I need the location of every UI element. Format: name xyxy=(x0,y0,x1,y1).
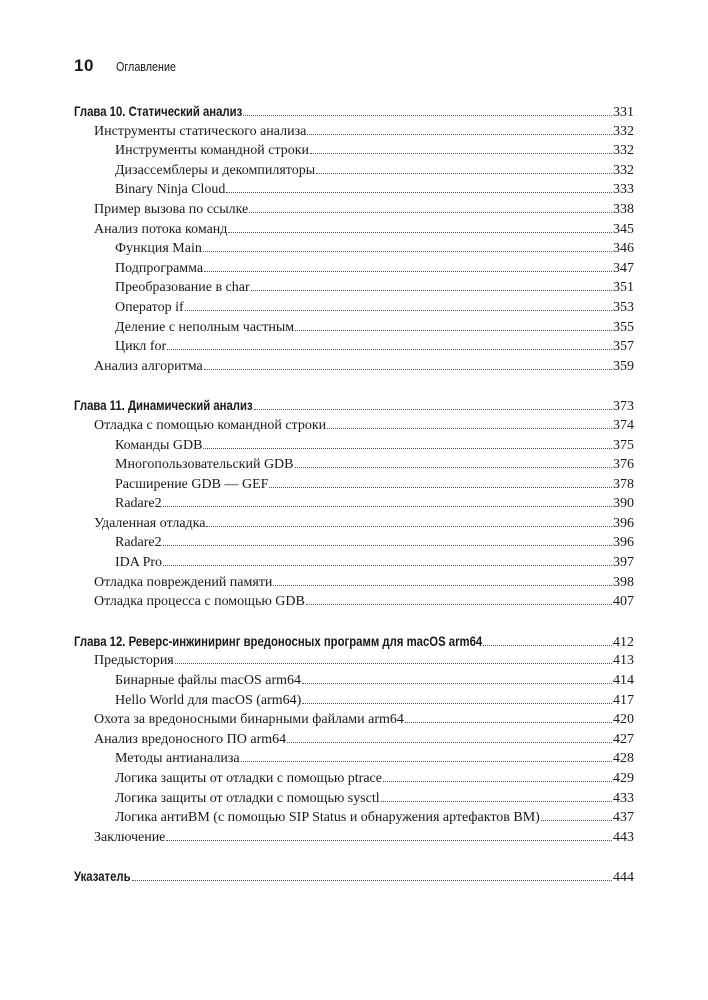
entry-page-number: 429 xyxy=(613,771,634,786)
subsection-entry[interactable] xyxy=(74,320,634,340)
entry-title: Команды GDB xyxy=(115,437,203,453)
entry-page-number: 407 xyxy=(613,594,634,610)
chapter-entry[interactable] xyxy=(74,634,634,654)
dot-leader xyxy=(269,487,612,488)
entry-page-number: 332 xyxy=(613,162,634,178)
entry-page-number: 347 xyxy=(613,260,634,276)
chapter-block xyxy=(74,869,634,889)
entry-page-number: 412 xyxy=(613,634,634,650)
chapter-entry[interactable] xyxy=(74,104,634,124)
section-entry[interactable] xyxy=(74,575,634,595)
subsection-entry[interactable] xyxy=(74,673,634,693)
section-entry[interactable] xyxy=(74,418,634,438)
dot-leader xyxy=(306,604,612,605)
entry-page-number: 359 xyxy=(613,358,634,374)
entry-page-number: 332 xyxy=(613,123,634,139)
section-entry[interactable] xyxy=(74,124,634,144)
entry-page-number: 396 xyxy=(613,515,634,531)
dot-leader xyxy=(166,840,612,841)
section-entry[interactable] xyxy=(74,594,634,614)
entry-page-number: 396 xyxy=(613,535,634,551)
entry-title: Radare2 xyxy=(115,496,162,512)
subsection-entry[interactable] xyxy=(74,182,634,202)
entry-title: Дизассемблеры и декомпиляторы xyxy=(115,162,316,178)
section-entry[interactable] xyxy=(74,222,634,242)
entry-title: Расширение GDB — GEF xyxy=(115,476,269,492)
dot-leader xyxy=(226,192,612,193)
entry-title: Охота за вредоносными бинарными файлами arm64 xyxy=(94,712,404,728)
entry-page-number: 376 xyxy=(613,457,634,473)
subsection-entry[interactable] xyxy=(74,535,634,555)
entry-title: Анализ алгоритма xyxy=(94,358,203,374)
dot-leader xyxy=(327,428,612,429)
entry-title: Подпрограмма xyxy=(115,260,204,276)
dot-leader xyxy=(204,369,612,370)
entry-page-number: 397 xyxy=(613,555,634,571)
subsection-entry[interactable] xyxy=(74,693,634,713)
dot-leader xyxy=(295,467,613,468)
chapter-block xyxy=(74,398,634,614)
entry-title: Оператор if xyxy=(115,299,184,315)
dot-leader xyxy=(204,271,612,272)
dot-leader xyxy=(163,506,612,507)
entry-title: Пример вызова по ссылке xyxy=(94,201,249,217)
entry-page-number: 375 xyxy=(613,437,634,453)
dot-leader xyxy=(203,448,612,449)
dot-leader xyxy=(206,526,612,527)
entry-title: Логика защиты от отладки с помощью sysctl xyxy=(115,790,380,806)
section-entry[interactable] xyxy=(74,653,634,673)
entry-title: Binary Ninja Cloud xyxy=(115,182,226,198)
entry-title: Цикл for xyxy=(115,339,167,355)
subsection-entry[interactable] xyxy=(74,771,634,791)
entry-page-number: 428 xyxy=(613,751,634,767)
dot-leader xyxy=(295,330,612,331)
entry-title: Глава 11. Динамический анализ xyxy=(74,398,253,414)
dot-leader xyxy=(243,115,612,116)
entry-title: Предыстория xyxy=(94,653,174,669)
entry-title: Глава 10. Статический анализ xyxy=(74,104,243,119)
entry-page-number: 357 xyxy=(613,339,634,355)
entry-page-number: 345 xyxy=(613,221,634,237)
dot-leader xyxy=(175,663,612,664)
entry-title: Деление с неполным частным xyxy=(115,319,295,335)
entry-title: Бинарные файлы macOS arm64 xyxy=(115,673,301,689)
subsection-entry[interactable] xyxy=(74,143,634,163)
entry-title: Многопользовательский GDB xyxy=(115,457,294,473)
subsection-entry[interactable] xyxy=(74,261,634,281)
page-number: 10 xyxy=(74,56,94,75)
entry-page-number: 390 xyxy=(613,496,634,512)
subsection-entry[interactable] xyxy=(74,810,634,830)
section-entry[interactable] xyxy=(74,202,634,222)
dot-leader xyxy=(302,683,612,684)
subsection-entry[interactable] xyxy=(74,163,634,183)
chapter-block xyxy=(74,634,634,850)
entry-page-number: 413 xyxy=(613,653,634,669)
running-title: Оглавление xyxy=(115,60,176,74)
entry-page-number: 378 xyxy=(613,476,634,492)
section-entry[interactable] xyxy=(74,732,634,752)
subsection-entry[interactable] xyxy=(74,751,634,771)
entry-title: Преобразование в char xyxy=(115,280,250,296)
dot-leader xyxy=(483,645,612,646)
entry-title: Заключение xyxy=(94,829,166,845)
chapter-entry[interactable] xyxy=(74,869,634,889)
subsection-entry[interactable] xyxy=(74,457,634,477)
dot-leader xyxy=(381,801,612,802)
entry-title: Логика антиВМ (с помощью SIP Status и обнаружения артефактов ВМ) xyxy=(115,810,540,826)
dot-leader xyxy=(302,703,612,704)
subsection-entry[interactable] xyxy=(74,555,634,575)
dot-leader xyxy=(185,310,612,311)
dot-leader xyxy=(383,781,612,782)
entry-title: Анализ вредоносного ПО arm64 xyxy=(94,731,287,747)
dot-leader xyxy=(310,153,612,154)
dot-leader xyxy=(249,212,612,213)
entry-page-number: 420 xyxy=(613,712,634,728)
section-entry[interactable] xyxy=(74,516,634,536)
entry-page-number: 353 xyxy=(613,299,634,315)
entry-page-number: 414 xyxy=(613,673,634,689)
dot-leader xyxy=(316,173,612,174)
entry-page-number: 331 xyxy=(613,105,634,120)
entry-page-number: 346 xyxy=(613,241,634,257)
entry-page-number: 398 xyxy=(613,574,634,590)
entry-title: Анализ потока команд xyxy=(94,221,228,237)
chapter-block xyxy=(74,104,634,378)
entry-page-number: 351 xyxy=(613,280,634,296)
dot-leader xyxy=(167,349,612,350)
running-head xyxy=(74,56,186,76)
entry-title: Глава 12. Реверс-инжиниринг вредоносных программ для macOS arm64 xyxy=(74,633,483,649)
dot-leader xyxy=(132,880,612,881)
entry-title: Отладка повреждений памяти xyxy=(94,574,273,590)
entry-title: Инструменты командной строки xyxy=(115,143,310,159)
entry-page-number: 332 xyxy=(613,143,634,159)
subsection-entry[interactable] xyxy=(74,477,634,497)
entry-page-number: 333 xyxy=(613,182,634,198)
dot-leader xyxy=(273,585,612,586)
section-entry[interactable] xyxy=(74,359,634,379)
subsection-entry[interactable] xyxy=(74,241,634,261)
entry-title: IDA Pro xyxy=(115,555,163,571)
dot-leader xyxy=(541,820,612,821)
entry-title: Отладка с помощью командной строки xyxy=(94,417,327,433)
entry-title: Логика защиты от отладки с помощью ptrace xyxy=(115,771,382,786)
entry-page-number: 374 xyxy=(613,417,634,433)
entry-page-number: 443 xyxy=(613,829,634,845)
entry-page-number: 433 xyxy=(613,790,634,806)
dot-leader xyxy=(251,290,612,291)
subsection-entry[interactable] xyxy=(74,496,634,516)
entry-title: Удаленная отладка xyxy=(94,515,206,531)
dot-leader xyxy=(307,134,612,135)
entry-page-number: 373 xyxy=(613,399,634,415)
subsection-entry[interactable] xyxy=(74,300,634,320)
entry-page-number: 444 xyxy=(613,870,634,886)
entry-title: Hello World для macOS (arm64) xyxy=(115,692,302,708)
subsection-entry[interactable] xyxy=(74,791,634,811)
dot-leader xyxy=(287,742,612,743)
entry-page-number: 417 xyxy=(613,692,634,708)
dot-leader xyxy=(163,545,612,546)
dot-leader xyxy=(254,409,612,410)
subsection-entry[interactable] xyxy=(74,438,634,458)
entry-title: Radare2 xyxy=(115,535,162,551)
entry-title: Отладка процесса с помощью GDB xyxy=(94,594,305,610)
entry-page-number: 427 xyxy=(613,731,634,747)
chapter-entry[interactable] xyxy=(74,398,634,418)
dot-leader xyxy=(228,232,612,233)
entry-title: Инструменты статического анализа xyxy=(94,123,307,139)
entry-page-number: 437 xyxy=(613,810,634,826)
dot-leader xyxy=(241,761,612,762)
entry-title: Указатель xyxy=(74,869,131,885)
entry-title: Методы антианализа xyxy=(115,751,240,767)
table-of-contents xyxy=(74,104,634,909)
subsection-entry[interactable] xyxy=(74,339,634,359)
subsection-entry[interactable] xyxy=(74,280,634,300)
dot-leader xyxy=(405,722,612,723)
section-entry[interactable] xyxy=(74,830,634,850)
dot-leader xyxy=(203,251,612,252)
dot-leader xyxy=(163,565,612,566)
entry-page-number: 355 xyxy=(613,319,634,335)
entry-page-number: 338 xyxy=(613,201,634,217)
entry-title: Функция Main xyxy=(115,241,202,257)
section-entry[interactable] xyxy=(74,712,634,732)
